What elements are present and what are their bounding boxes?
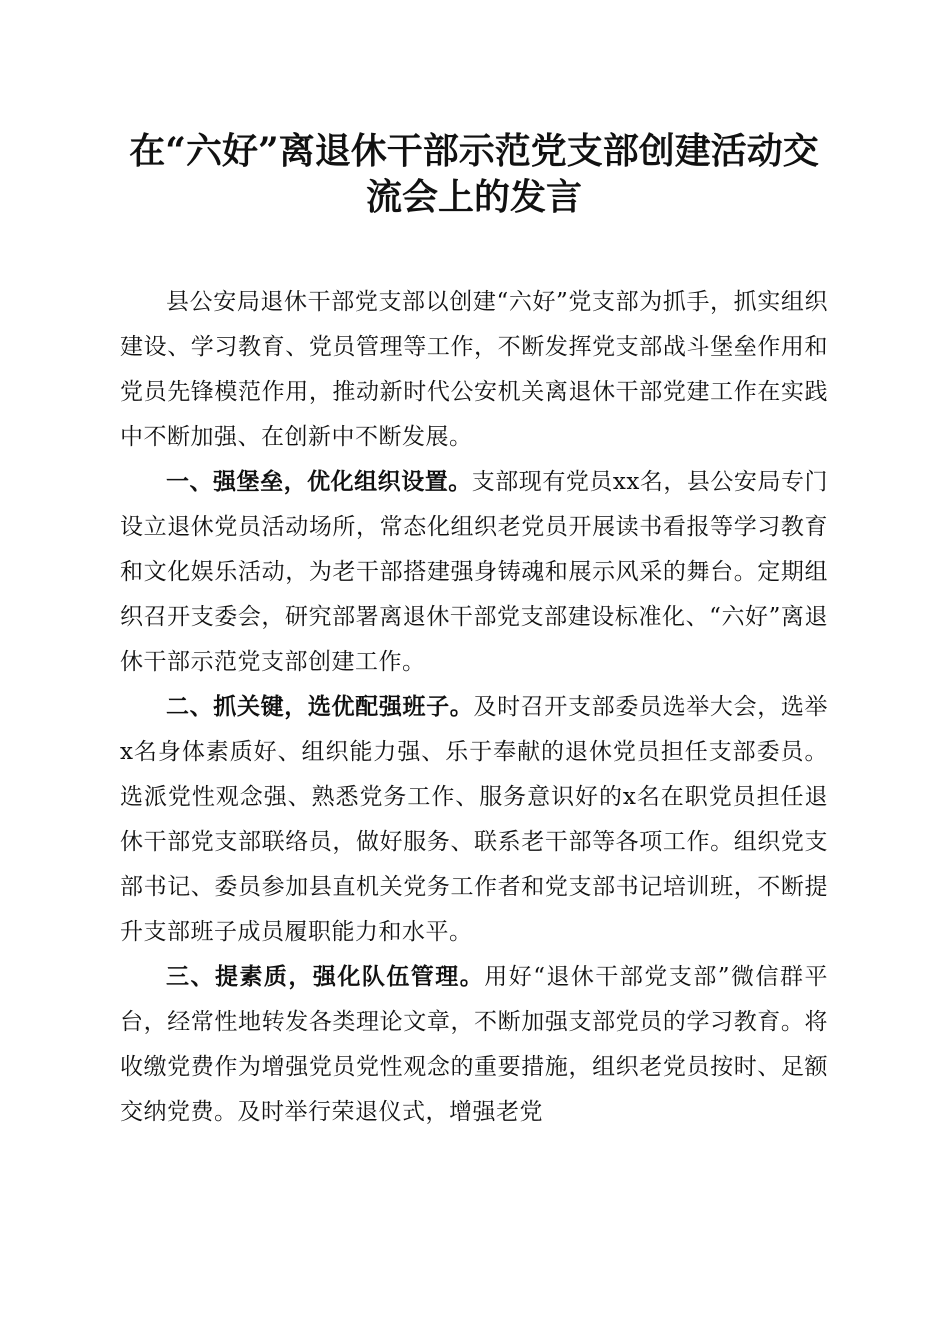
section-heading-1: 一、强堡垒，优化组织设置。: [166, 469, 472, 495]
section-text-3: 用好“退休干部党支部”微信群平台，经常性地转发各类理论文章，不断加强支部党员的学习教育。将收缴党费作为增强党员党性观念的重要措施，组织老党员按时、足额交纳党费。及时举行荣退仪式，增强老党: [120, 964, 828, 1125]
title-line-2: 流会上的发言: [365, 176, 582, 218]
section-text-1: 支部现有党员xx名，县公安局专门设立退休党员活动场所，常态化组织老党员开展读书看报等学习教育和文化娱乐活动，为老干部搭建强身铸魂和展示风采的舞台。定期组织召开支委会，研究部署离退休干部党支部建设标准化、“六好”离退休干部示范党支部创建工作。: [120, 469, 828, 675]
document-title: [120, 128, 828, 220]
section-heading-2: 二、抓关键，选优配强班子。: [166, 694, 474, 720]
section-paragraph-1: [120, 460, 828, 685]
intro-paragraph: 县公安局退休干部党支部以创建“六好”党支部为抓手，抓实组织建设、学习教育、党员管理等工作，不断发挥党支部战斗堡垒作用和党员先锋模范作用，推动新时代公安机关离退休干部党建工作在实践中不断加强、在创新中不断发展。: [120, 289, 828, 450]
document-page: [120, 128, 828, 1135]
section-paragraph-2: [120, 685, 828, 955]
section-text-2: 及时召开支部委员选举大会，选举x名身体素质好、组织能力强、乐于奉献的退休党员担任支部委员。选派党性观念强、熟悉党务工作、服务意识好的x名在职党员担任退休干部党支部联络员，做好服务、联系老干部等各项工作。组织党支部书记、委员参加县直机关党务工作者和党支部书记培训班，不断提升支部班子成员履职能力和水平。: [120, 694, 829, 945]
section-heading-3: 三、提素质，强化队伍管理。: [166, 964, 485, 990]
section-paragraph-3: [120, 955, 828, 1135]
document-body: [120, 280, 828, 1135]
title-line-1: 在“六好”离退休干部示范党支部创建活动交: [129, 130, 819, 172]
